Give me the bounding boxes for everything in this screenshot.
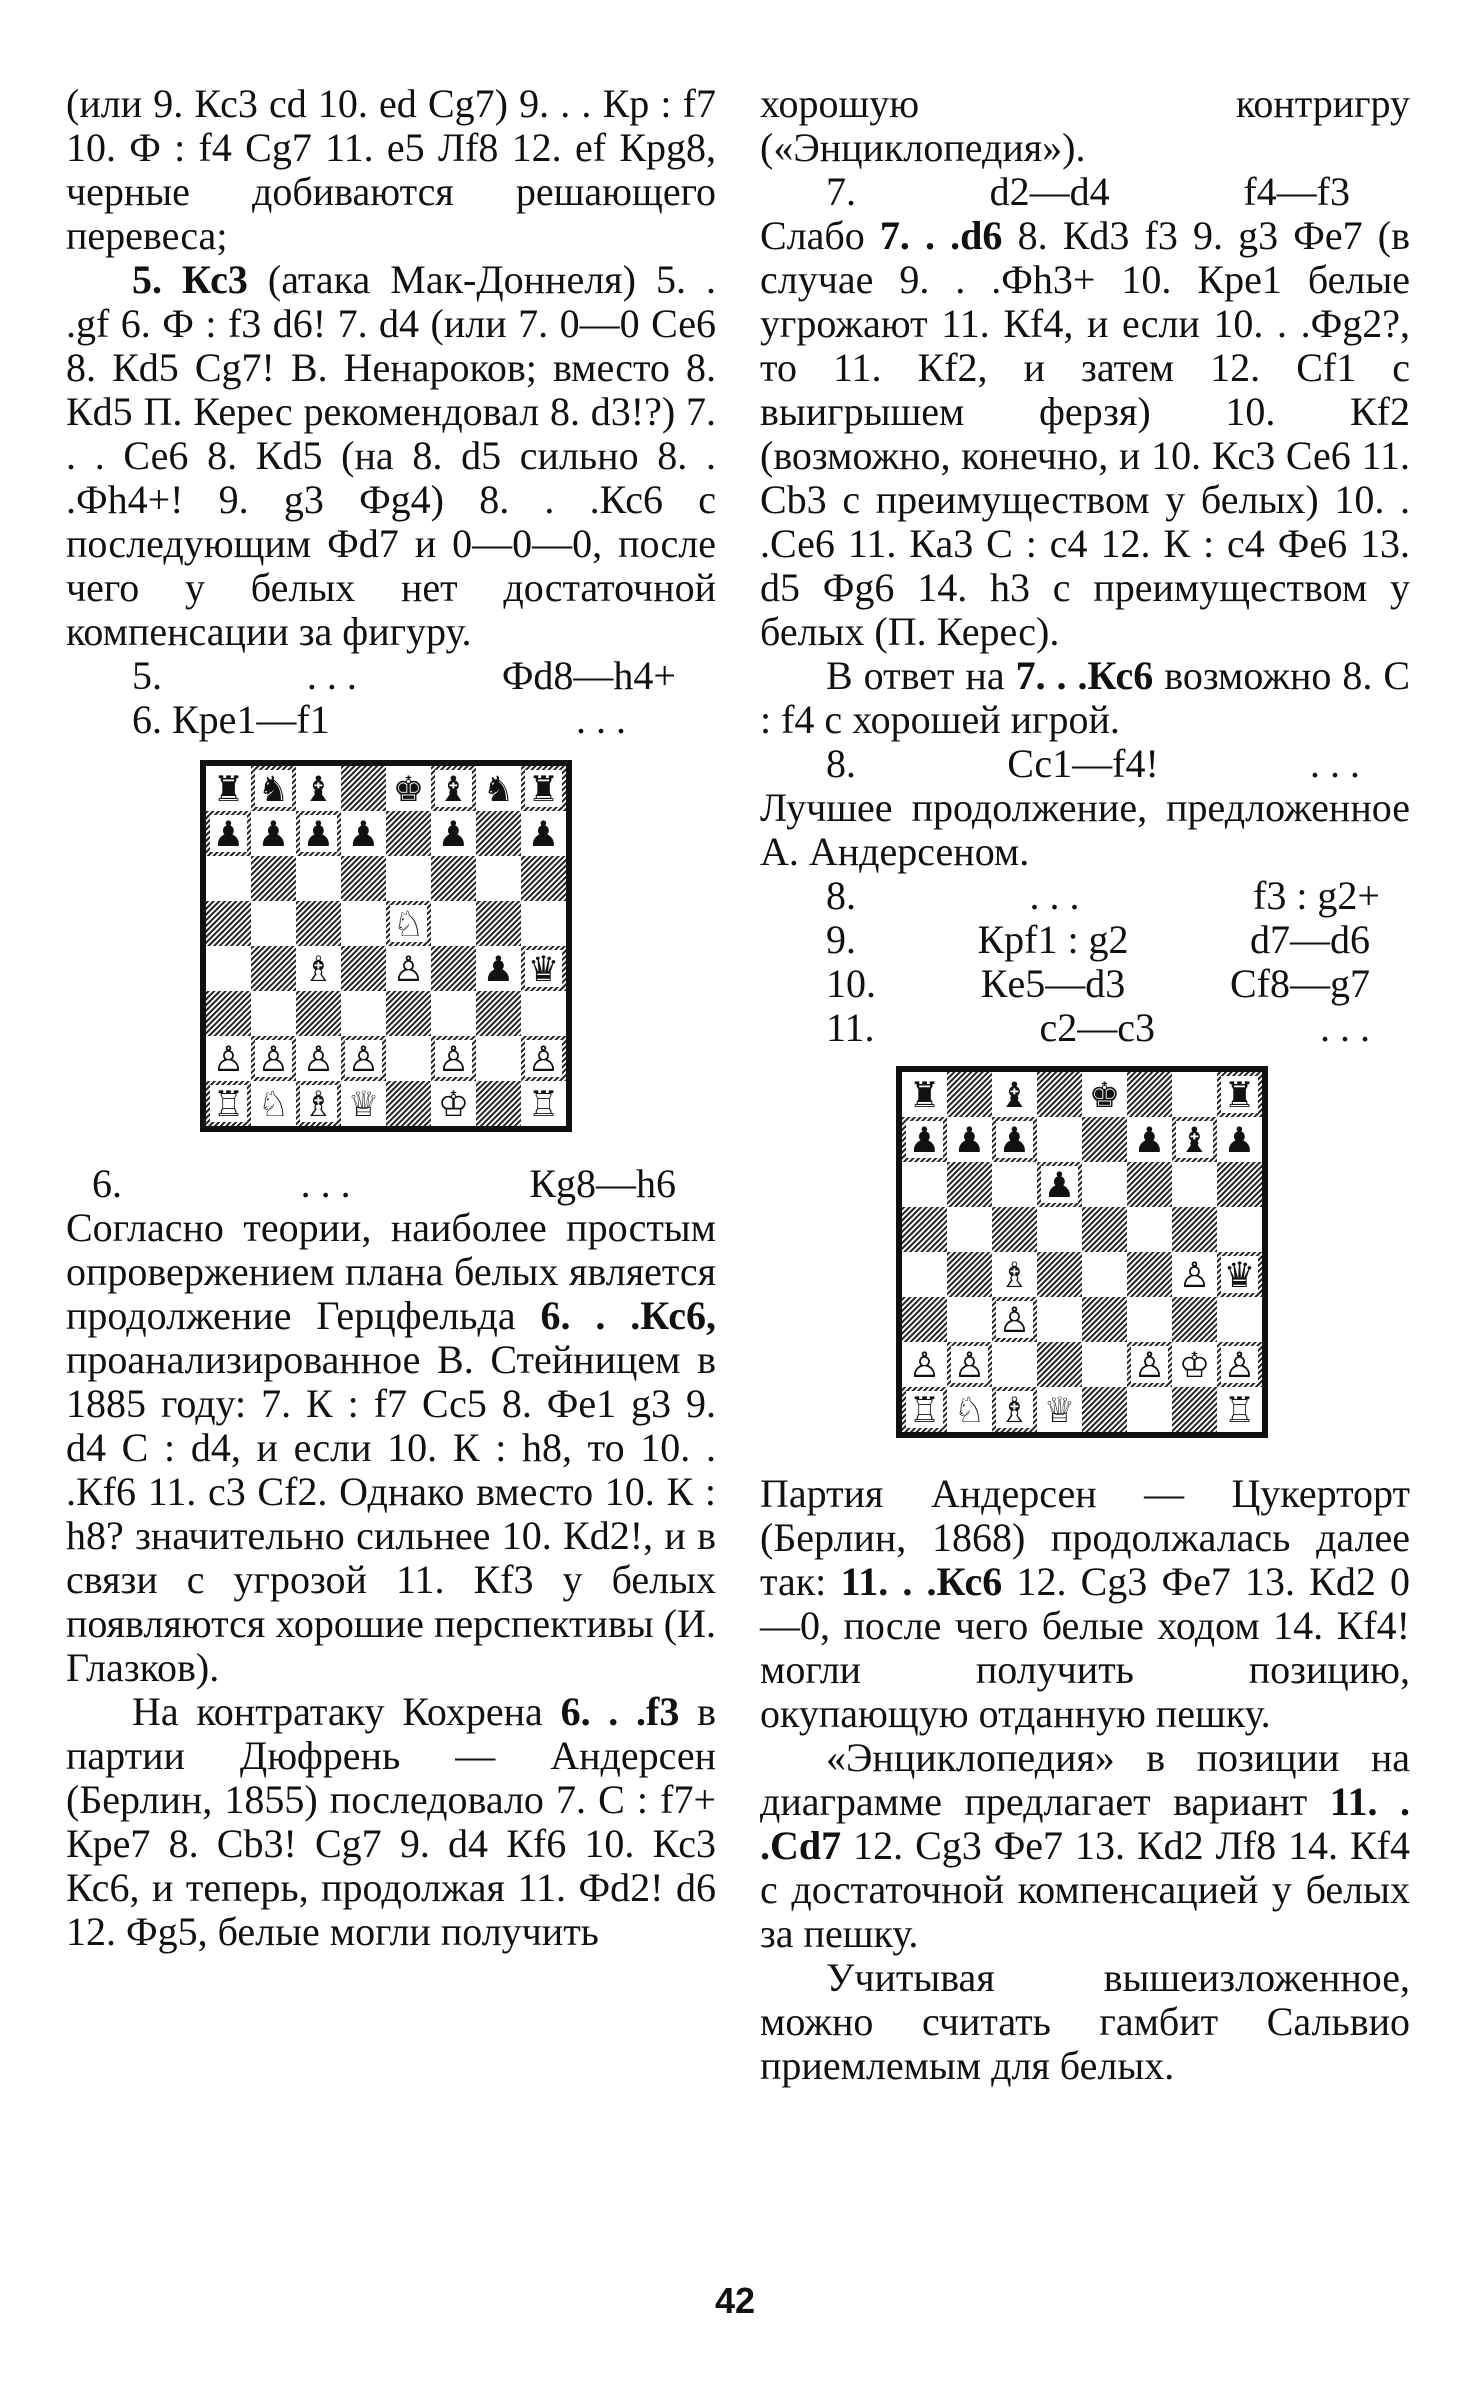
dark-square — [296, 901, 341, 946]
move-bold: 6. . .f3 — [560, 1689, 680, 1734]
light-square — [1217, 1297, 1262, 1342]
dark-square — [251, 946, 296, 991]
black-bishop-icon: ♝ — [302, 769, 335, 811]
move-white: . . . — [1029, 873, 1080, 918]
right-paragraph-4: Лучшее продолжение, предложенное А. Андерсеном. — [760, 785, 1410, 874]
white-knight-icon: ♘ — [392, 904, 425, 946]
black-pawn-icon: ♟ — [908, 1120, 941, 1162]
dark-square — [947, 1252, 992, 1297]
light-square — [1082, 1162, 1127, 1207]
light-square — [947, 1297, 992, 1342]
dark-square — [1037, 1072, 1082, 1117]
light-square — [1082, 1342, 1127, 1387]
white-pawn-icon: ♙ — [302, 1039, 335, 1081]
left-paragraph-2 — [66, 258, 716, 654]
dark-square — [947, 1072, 992, 1117]
black-knight-icon: ♞ — [257, 769, 290, 811]
light-square — [521, 991, 566, 1036]
move-number: 8. — [826, 873, 856, 918]
light-square — [1172, 1162, 1217, 1207]
move-bold: 6. . .Кс6, — [540, 1293, 717, 1338]
dark-square — [386, 1081, 431, 1126]
move-white: Сс1—f4! — [1007, 741, 1159, 786]
move-line-8 — [760, 742, 1410, 786]
black-rook-icon: ♜ — [212, 769, 245, 811]
paragraph-text: в партии Дюфрень — Андерсен (Берлин, 1855) последовало 7. С : f7+ Кре7 8. Cb3! Cg7 9. d4 Кf6 10. Кс3 Кс6, и теперь, продолжая 11. Фd2! d6 12. Фg5, белые могли получить — [66, 1689, 717, 1954]
black-rook-icon: ♜ — [527, 769, 560, 811]
white-bishop-icon: ♗ — [998, 1390, 1031, 1432]
move-black: . . . — [1310, 741, 1360, 786]
white-pawn-icon: ♙ — [257, 1039, 290, 1081]
move-white: . . . — [300, 1161, 351, 1206]
light-square — [1037, 1207, 1082, 1252]
light-square — [341, 901, 386, 946]
white-queen-icon: ♕ — [1043, 1390, 1076, 1432]
dark-square — [1217, 1162, 1262, 1207]
dark-square — [476, 901, 521, 946]
chessboard — [206, 766, 566, 1126]
white-pawn-icon: ♙ — [953, 1345, 986, 1387]
move-line-10 — [760, 962, 1410, 1006]
dark-square — [386, 991, 431, 1036]
dark-square — [206, 901, 251, 946]
white-knight-icon: ♘ — [257, 1084, 290, 1126]
paragraph-text: 12. Cg3 Фе7 13. Кd2 0—0, после чего белые ходом 14. Кf4! могли получить позицию, окупающую отданную пешку. — [760, 1559, 1410, 1736]
paragraph-text: «Энциклопедия» в позиции на диаграмме предлагает вариант — [760, 1735, 1410, 1824]
white-rook-icon: ♖ — [1223, 1390, 1256, 1432]
move-white: d2—d4 — [989, 169, 1110, 214]
light-square — [992, 1162, 1037, 1207]
light-square — [902, 1162, 947, 1207]
white-bishop-icon: ♗ — [998, 1255, 1031, 1297]
dark-square — [1127, 1072, 1172, 1117]
white-pawn-icon: ♙ — [1133, 1345, 1166, 1387]
paragraph-text: проанализированное В. Стейницем в 1885 году: 7. К : f7 Сс5 8. Фе1 g3 9. d4 С : d4, и если 10. К : h8, то 10. . .Кf6 11. c3 Cf2. Однако вместо 10. К : h8? значительно сильнее 10. Кd2!, и в связи с угрозой 11. Кf3 у белых появляются хорошие перспективы (И. Глазков). — [66, 1337, 716, 1690]
dark-square — [1082, 1297, 1127, 1342]
white-bishop-icon: ♗ — [302, 949, 335, 991]
move-black: d7—d6 — [1250, 917, 1370, 962]
left-paragraph-4 — [66, 1690, 716, 1954]
dark-square — [476, 991, 521, 1036]
dark-square — [341, 766, 386, 811]
move-number: 7. — [826, 169, 856, 214]
light-square — [1172, 1072, 1217, 1117]
black-king-icon: ♚ — [1088, 1075, 1121, 1117]
black-pawn-icon: ♟ — [257, 814, 290, 856]
move-black: Кg8—h6 — [529, 1161, 676, 1206]
move-bold: 11. . .Кс6 — [840, 1559, 1003, 1604]
black-rook-icon: ♜ — [908, 1075, 941, 1117]
move-bold: 7. . .d6 — [879, 213, 1003, 258]
white-king-icon: ♔ — [1178, 1345, 1211, 1387]
light-square — [1037, 1117, 1082, 1162]
dark-square — [476, 1081, 521, 1126]
light-square — [521, 901, 566, 946]
left-paragraph-3 — [66, 1206, 716, 1690]
left-column — [66, 82, 716, 1954]
move-bold: 7. . .Кс6 — [1015, 653, 1154, 698]
move-line-11 — [760, 1006, 1410, 1050]
dark-square — [1082, 1207, 1127, 1252]
light-square — [1037, 1297, 1082, 1342]
dark-square — [251, 856, 296, 901]
paragraph-text: Слабо — [760, 213, 880, 258]
dark-square — [1082, 1387, 1127, 1432]
dark-square — [902, 1297, 947, 1342]
chess-diagram-1 — [200, 760, 572, 1132]
right-column — [760, 82, 1410, 2088]
black-pawn-icon: ♟ — [1223, 1120, 1256, 1162]
black-pawn-icon: ♟ — [527, 814, 560, 856]
move-black: f3 : g2+ — [1253, 873, 1380, 918]
right-paragraph-5 — [760, 1472, 1410, 1736]
move-black: . . . — [576, 697, 626, 742]
move-line-6b — [66, 1162, 716, 1206]
move-number: 5. — [132, 653, 162, 698]
light-square — [947, 1207, 992, 1252]
left-paragraph-1: (или 9. Кс3 cd 10. ed Cg7) 9. . . Кр : f7 10. Ф : f4 Cg7 11. e5 Лf8 12. ef Крg8, черные добиваются решающего перевеса; — [66, 81, 716, 258]
black-pawn-icon: ♟ — [998, 1120, 1031, 1162]
black-pawn-icon: ♟ — [302, 814, 335, 856]
dark-square — [1127, 1252, 1172, 1297]
move-number: 11. — [826, 1005, 875, 1050]
move-white: c2—c3 — [1039, 1005, 1156, 1050]
black-pawn-icon: ♟ — [212, 814, 245, 856]
black-queen-icon: ♛ — [1223, 1255, 1256, 1297]
light-square — [341, 991, 386, 1036]
black-bishop-icon: ♝ — [437, 769, 470, 811]
move-line-9 — [760, 918, 1410, 962]
move-number: 10. — [826, 961, 876, 1006]
move-black: Cf8—g7 — [1230, 961, 1370, 1006]
dark-square — [341, 946, 386, 991]
dark-square — [206, 991, 251, 1036]
light-square — [476, 856, 521, 901]
move-line-8b — [760, 874, 1410, 918]
move-black: f4—f3 — [1243, 169, 1350, 214]
paragraph-text: 12. Cg3 Фе7 13. Кd2 Лf8 14. Кf4 с достаточной компенсацией у белых за пешку. — [760, 1823, 1410, 1956]
light-square — [251, 901, 296, 946]
paragraph-text: На контратаку Кохрена — [132, 1689, 561, 1734]
paragraph-text: возможно 8. С : f4 с хорошей игрой. — [760, 653, 1411, 742]
paragraph-text: 8. Кd3 f3 9. g3 Фе7 (в случае 9. . .Фh3+ 10. Крe1 белые угрожают 11. Кf4, и если 10. . .Фg2?, то 11. Кf2, и затем 12. Cf1 с выигрышем ферзя) 10. Кf2 (возможно, конечно, и 10. Кс3 Се6 11. Cb3 с преимуществом у белых) 10. . .Се6 11. Ка3 С : c4 12. К : c4 Фе6 13. d5 Фg6 14. h3 с преимуществом у белых (П. Керес). — [760, 213, 1411, 654]
white-knight-icon: ♘ — [953, 1390, 986, 1432]
dark-square — [431, 946, 476, 991]
black-rook-icon: ♜ — [1223, 1075, 1256, 1117]
move-bold: 11. . .Cd7 — [760, 1779, 1410, 1868]
white-bishop-icon: ♗ — [302, 1084, 335, 1126]
light-square — [296, 856, 341, 901]
light-square — [386, 1036, 431, 1081]
move-number: 6. — [92, 1161, 122, 1206]
white-pawn-icon: ♙ — [527, 1039, 560, 1081]
dark-square — [1037, 1252, 1082, 1297]
white-rook-icon: ♖ — [908, 1390, 941, 1432]
black-pawn-icon: ♟ — [482, 949, 515, 991]
dark-square — [1172, 1297, 1217, 1342]
right-paragraph-3 — [760, 654, 1410, 742]
move-number: 8. — [826, 741, 856, 786]
chess-diagram-2 — [896, 1066, 1268, 1438]
paragraph-text: Партия Андерсен — Цукерторт (Берлин, 1868) продолжалась далее так: — [760, 1471, 1410, 1604]
light-square — [431, 901, 476, 946]
dark-square — [1172, 1387, 1217, 1432]
light-square — [1127, 1297, 1172, 1342]
light-square — [902, 1252, 947, 1297]
light-square — [386, 856, 431, 901]
white-pawn-icon: ♙ — [1223, 1345, 1256, 1387]
move-black: Фd8—h4+ — [501, 653, 676, 698]
move-line-6 — [66, 698, 716, 742]
dark-square — [296, 991, 341, 1036]
dark-square — [386, 811, 431, 856]
dark-square — [1172, 1207, 1217, 1252]
right-paragraph-6 — [760, 1736, 1410, 1956]
black-king-icon: ♚ — [392, 769, 425, 811]
dark-square — [1037, 1342, 1082, 1387]
dark-square — [341, 856, 386, 901]
dark-square — [521, 856, 566, 901]
move-white: Кe5—d3 — [980, 961, 1126, 1006]
move-line-7 — [760, 170, 1410, 214]
black-bishop-icon: ♝ — [1178, 1120, 1211, 1162]
black-bishop-icon: ♝ — [998, 1075, 1031, 1117]
light-square — [1127, 1387, 1172, 1432]
paragraph-text: (атака Мак-Доннеля) 5. . .gf 6. Ф : f3 d6! 7. d4 (или 7. 0—0 Се6 8. Кd5 Cg7! В. Ненароков; вместо 8. Кd5 П. Керес рекомендовал 8. d3!?) 7. . . Се6 8. Кd5 (на 8. d5 сильно 8. . .Фh4+! 9. g3 Фg4) 8. . .Кс6 с последующим Фd7 и 0—0—0, после чего у белых нет достаточной компенсации за фигуру. — [66, 257, 717, 654]
paragraph-text: В ответ на — [826, 653, 1016, 698]
light-square — [431, 991, 476, 1036]
move-white: Крf1 : g2 — [977, 917, 1129, 962]
black-pawn-icon: ♟ — [1133, 1120, 1166, 1162]
dark-square — [431, 856, 476, 901]
light-square — [1127, 1207, 1172, 1252]
white-pawn-icon: ♙ — [347, 1039, 380, 1081]
light-square — [1217, 1207, 1262, 1252]
white-rook-icon: ♖ — [212, 1084, 245, 1126]
dark-square — [947, 1162, 992, 1207]
black-pawn-icon: ♟ — [953, 1120, 986, 1162]
right-paragraph-7: Учитывая вышеизложенное, можно считать гамбит Сальвио приемлемым для белых. — [760, 1955, 1410, 2088]
move-black: . . . — [1320, 1005, 1370, 1050]
move-bold: 5. Кс3 — [132, 257, 248, 302]
dark-square — [1127, 1162, 1172, 1207]
black-pawn-icon: ♟ — [1043, 1165, 1076, 1207]
move-white: 6. Крe1—f1 — [132, 697, 330, 742]
right-paragraph-2 — [760, 214, 1410, 654]
light-square — [251, 991, 296, 1036]
white-queen-icon: ♕ — [347, 1084, 380, 1126]
light-square — [206, 946, 251, 991]
dark-square — [992, 1207, 1037, 1252]
dark-square — [476, 811, 521, 856]
light-square — [476, 1036, 521, 1081]
chessboard — [902, 1072, 1262, 1432]
black-queen-icon: ♛ — [527, 949, 560, 991]
paragraph-text: Согласно теории, наиболее простым опровержением плана белых является продолжение Герцфельда — [66, 1205, 716, 1338]
white-pawn-icon: ♙ — [998, 1300, 1031, 1342]
white-king-icon: ♔ — [437, 1084, 470, 1126]
white-pawn-icon: ♙ — [908, 1345, 941, 1387]
light-square — [1082, 1252, 1127, 1297]
dark-square — [1082, 1117, 1127, 1162]
white-rook-icon: ♖ — [527, 1084, 560, 1126]
page-number: 42 — [714, 2280, 756, 2321]
dark-square — [902, 1207, 947, 1252]
light-square — [992, 1342, 1037, 1387]
right-paragraph-1: хорошую контригру («Энциклопедия»). — [760, 81, 1410, 170]
black-pawn-icon: ♟ — [347, 814, 380, 856]
move-line-5 — [66, 654, 716, 698]
white-pawn-icon: ♙ — [212, 1039, 245, 1081]
black-pawn-icon: ♟ — [437, 814, 470, 856]
move-white: . . . — [306, 653, 357, 698]
white-pawn-icon: ♙ — [392, 949, 425, 991]
light-square — [206, 856, 251, 901]
white-pawn-icon: ♙ — [437, 1039, 470, 1081]
black-knight-icon: ♞ — [482, 769, 515, 811]
white-pawn-icon: ♙ — [1178, 1255, 1211, 1297]
move-number: 9. — [826, 917, 856, 962]
